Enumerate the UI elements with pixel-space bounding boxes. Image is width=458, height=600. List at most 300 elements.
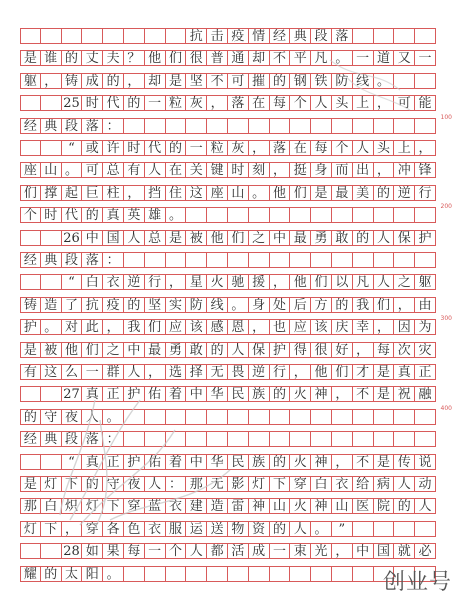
grid-cell: 星 [186, 274, 207, 290]
grid-cell [186, 431, 207, 447]
grid-row [20, 73, 436, 89]
grid-cell: 穿 [124, 498, 145, 514]
grid-cell: 佑 [145, 454, 166, 470]
grid-cell: 典 [41, 431, 62, 447]
grid-cell: 他 [290, 274, 311, 290]
grid-cell: 援 [249, 274, 270, 290]
grid-cell: 着 [166, 454, 187, 470]
grid-cell: 在 [249, 95, 270, 111]
grid-cell: 中 [186, 386, 207, 402]
grid-cell [41, 543, 62, 559]
grid-cell: 实 [166, 297, 187, 313]
grid-cell: 冲 [394, 162, 415, 178]
grid-cell: 而 [332, 162, 353, 178]
grid-cell: 他 [311, 364, 332, 380]
grid-cell: 躯 [20, 73, 41, 89]
grid-cell: 山 [228, 185, 249, 201]
grid-cell: 下 [270, 476, 291, 492]
grid-cell: 却 [249, 50, 270, 66]
word-count-marker: 400 [440, 404, 452, 412]
grid-cell: 才 [353, 364, 374, 380]
grid-cell [290, 207, 311, 223]
grid-cell: 正 [103, 386, 124, 402]
grid-cell: 国 [103, 230, 124, 246]
grid-cell: 人 [145, 476, 166, 492]
grid-cell: 人 [228, 342, 249, 358]
grid-cell: 无 [207, 364, 228, 380]
grid-cell: 。 [374, 73, 395, 89]
grid-cell: 。 [166, 207, 187, 223]
grid-cell: 。 [228, 297, 249, 313]
grid-cell [353, 431, 374, 447]
grid-cell [374, 252, 395, 268]
grid-cell [145, 409, 166, 425]
grid-cell: 华 [207, 454, 228, 470]
grid-cell: 佑 [145, 386, 166, 402]
grid-cell [415, 28, 436, 44]
grid-cell: 个 [290, 95, 311, 111]
grid-cell: 山 [332, 498, 353, 514]
grid-cell [394, 118, 415, 134]
grid-cell [415, 207, 436, 223]
grid-cell: 庆 [332, 319, 353, 335]
grid-cell: 。 [103, 409, 124, 425]
grid-cell [311, 118, 332, 134]
grid-cell: 束 [290, 543, 311, 559]
grid-cell: 山 [270, 498, 291, 514]
grid-cell: 落 [82, 252, 103, 268]
grid-cell [311, 207, 332, 223]
grid-cell: ， [332, 543, 353, 559]
grid-cell [124, 28, 145, 44]
grid-cell: 每 [124, 543, 145, 559]
grid-cell [207, 409, 228, 425]
grid-cell: ， [249, 319, 270, 335]
grid-cell: ， [103, 319, 124, 335]
grid-cell: 灯 [249, 476, 270, 492]
grid-cell: 们 [20, 185, 41, 201]
grid-cell: 灰 [228, 140, 249, 156]
grid-row [20, 476, 436, 492]
grid-cell: 人 [353, 140, 374, 156]
grid-cell: 26 [62, 230, 83, 246]
grid-row [20, 297, 436, 313]
grid-cell: 民 [228, 454, 249, 470]
grid-cell [394, 431, 415, 447]
grid-cell: 丈 [82, 50, 103, 66]
grid-cell: 这 [186, 185, 207, 201]
grid-cell: 我 [124, 319, 145, 335]
grid-cell [145, 252, 166, 268]
grid-cell [228, 431, 249, 447]
grid-cell: ， [62, 521, 83, 537]
grid-cell: 阳 [82, 566, 103, 582]
grid-cell: 正 [103, 454, 124, 470]
grid-cell: 衣 [166, 498, 187, 514]
grid-cell: 一 [270, 543, 291, 559]
grid-cell: 被 [41, 342, 62, 358]
grid-cell [41, 454, 62, 470]
grid-cell: 人 [290, 521, 311, 537]
grid-cell [290, 431, 311, 447]
grid-cell: 通 [228, 50, 249, 66]
grid-cell: ， [394, 297, 415, 313]
grid-cell: 之 [394, 274, 415, 290]
grid-row [20, 431, 436, 447]
grid-cell: 英 [124, 207, 145, 223]
grid-cell: 的 [270, 454, 291, 470]
grid-cell: 25 [62, 95, 83, 111]
grid-cell: ， [332, 454, 353, 470]
grid-row [20, 364, 436, 380]
grid-row [20, 409, 436, 425]
grid-cell [124, 252, 145, 268]
grid-cell: 中 [124, 342, 145, 358]
grid-cell: ， [249, 140, 270, 156]
grid-cell [415, 431, 436, 447]
grid-cell: 之 [249, 230, 270, 246]
grid-cell: 次 [394, 342, 415, 358]
grid-cell: 凡 [353, 274, 374, 290]
grid-cell: 祝 [394, 386, 415, 402]
grid-cell: 行 [415, 185, 436, 201]
grid-cell: 之 [103, 342, 124, 358]
grid-cell: 中 [82, 230, 103, 246]
grid-cell [207, 207, 228, 223]
grid-cell [228, 207, 249, 223]
grid-cell: 。 [103, 566, 124, 582]
composition-sheet [20, 28, 436, 588]
grid-cell [353, 207, 374, 223]
grid-cell: 国 [374, 543, 395, 559]
grid-cell: 是 [20, 50, 41, 66]
grid-cell: 感 [207, 319, 228, 335]
grid-cell: 个 [332, 140, 353, 156]
grid-cell: 选 [166, 364, 187, 380]
grid-cell [415, 118, 436, 134]
grid-cell: 由 [415, 297, 436, 313]
grid-cell [41, 140, 62, 156]
grid-cell: 神 [311, 498, 332, 514]
grid-cell [353, 28, 374, 44]
grid-cell [374, 207, 395, 223]
grid-cell: ， [415, 140, 436, 156]
grid-cell: 又 [394, 50, 415, 66]
grid-cell: 行 [270, 364, 291, 380]
grid-cell: 坚 [186, 73, 207, 89]
grid-row [20, 521, 436, 537]
grid-row [20, 566, 436, 582]
grid-cell [145, 431, 166, 447]
grid-cell: 人 [374, 230, 395, 246]
grid-row [20, 207, 436, 223]
grid-row [20, 319, 436, 335]
grid-cell: 灯 [41, 476, 62, 492]
grid-cell: 人 [186, 543, 207, 559]
grid-cell: 护 [415, 230, 436, 246]
grid-cell: 每 [270, 95, 291, 111]
grid-cell: 。 [62, 162, 83, 178]
grid-cell: 那 [186, 476, 207, 492]
grid-cell [166, 252, 187, 268]
grid-cell: 座 [207, 185, 228, 201]
grid-cell: 炽 [62, 498, 83, 514]
grid-cell: 躯 [415, 274, 436, 290]
grid-cell: 段 [62, 118, 83, 134]
grid-cell: 中 [270, 230, 291, 246]
grid-cell [374, 409, 395, 425]
grid-cell: 段 [62, 431, 83, 447]
grid-cell [41, 274, 62, 290]
grid-cell [41, 230, 62, 246]
grid-cell [249, 409, 270, 425]
grid-cell: 雄 [145, 207, 166, 223]
grid-cell: 中 [186, 454, 207, 470]
grid-cell: 。 [249, 185, 270, 201]
grid-cell [374, 28, 395, 44]
grid-cell [270, 566, 291, 582]
grid-cell: 段 [62, 252, 83, 268]
grid-cell: 个 [20, 207, 41, 223]
grid-cell: 有 [20, 364, 41, 380]
grid-cell: 能 [415, 95, 436, 111]
grid-row [20, 230, 436, 246]
grid-cell: 是 [374, 454, 395, 470]
grid-cell: 一 [353, 50, 374, 66]
grid-cell: 人 [124, 230, 145, 246]
grid-cell: 守 [103, 476, 124, 492]
grid-cell: 身 [249, 297, 270, 313]
grid-cell: 群 [103, 364, 124, 380]
grid-cell: 下 [41, 521, 62, 537]
grid-row [20, 28, 436, 44]
grid-cell: 们 [290, 185, 311, 201]
grid-cell: 都 [207, 543, 228, 559]
grid-cell: 时 [82, 95, 103, 111]
grid-cell: 白 [41, 498, 62, 514]
grid-cell: 。 [311, 521, 332, 537]
grid-cell: 击 [207, 28, 228, 44]
grid-cell: 的 [270, 386, 291, 402]
grid-cell: 对 [62, 319, 83, 335]
grid-cell: 的 [124, 297, 145, 313]
grid-cell [311, 252, 332, 268]
grid-cell: 总 [103, 162, 124, 178]
grid-cell: 上 [394, 140, 415, 156]
grid-cell: 建 [186, 498, 207, 514]
grid-cell [20, 230, 41, 246]
grid-cell: 经 [20, 431, 41, 447]
grid-cell: ， [332, 386, 353, 402]
grid-cell: 色 [124, 521, 145, 537]
grid-cell: 勇 [166, 342, 187, 358]
grid-cell: ？ [124, 50, 145, 66]
grid-cell: 守 [41, 409, 62, 425]
grid-cell: 人 [415, 498, 436, 514]
grid-cell [20, 28, 41, 44]
grid-cell: 衣 [145, 521, 166, 537]
grid-cell: ： [103, 431, 124, 447]
grid-cell: 也 [270, 319, 291, 335]
grid-cell [249, 431, 270, 447]
grid-cell [394, 521, 415, 537]
grid-cell [124, 409, 145, 425]
grid-cell: 最 [332, 185, 353, 201]
grid-cell: 么 [62, 364, 83, 380]
grid-cell: 如 [82, 543, 103, 559]
grid-cell: 蓝 [145, 498, 166, 514]
grid-cell: 雷 [228, 498, 249, 514]
grid-cell: ， [145, 364, 166, 380]
grid-cell: 巨 [82, 185, 103, 201]
grid-cell: 落 [82, 431, 103, 447]
grid-cell [270, 118, 291, 134]
grid-cell: 被 [186, 230, 207, 246]
grid-cell [290, 409, 311, 425]
grid-cell: 成 [82, 73, 103, 89]
grid-cell: ” [332, 521, 353, 537]
grid-cell: 护 [124, 454, 145, 470]
grid-cell [228, 566, 249, 582]
grid-cell: 应 [166, 319, 187, 335]
grid-cell: 在 [290, 140, 311, 156]
grid-cell: 运 [186, 521, 207, 537]
grid-cell: 线 [353, 73, 374, 89]
grid-cell [332, 431, 353, 447]
grid-cell: 火 [290, 498, 311, 514]
grid-cell [332, 252, 353, 268]
grid-cell: 物 [228, 521, 249, 537]
grid-cell [311, 409, 332, 425]
grid-cell [270, 252, 291, 268]
grid-cell: 键 [207, 162, 228, 178]
grid-cell: 抗 [186, 28, 207, 44]
grid-cell: 应 [290, 319, 311, 335]
grid-cell: 人 [311, 95, 332, 111]
grid-cell: 时 [228, 162, 249, 178]
grid-cell: 着 [166, 386, 187, 402]
grid-cell [186, 118, 207, 134]
grid-cell [145, 28, 166, 44]
grid-cell: 护 [20, 319, 41, 335]
grid-cell: 座 [20, 162, 41, 178]
grid-cell: 保 [394, 230, 415, 246]
grid-cell: 神 [311, 386, 332, 402]
grid-cell [207, 118, 228, 134]
grid-cell: 铁 [311, 73, 332, 89]
grid-cell: ， [353, 342, 374, 358]
grid-cell [311, 431, 332, 447]
grid-cell: 每 [311, 140, 332, 156]
grid-cell: 一 [145, 95, 166, 111]
grid-cell: 该 [186, 319, 207, 335]
grid-cell: 人 [124, 364, 145, 380]
grid-cell [249, 207, 270, 223]
grid-cell: 的 [82, 207, 103, 223]
grid-cell: 该 [311, 319, 332, 335]
grid-cell: 们 [228, 230, 249, 246]
grid-cell: 灯 [82, 498, 103, 514]
grid-cell: 是 [374, 364, 395, 380]
grid-cell [41, 386, 62, 402]
grid-cell: 因 [394, 319, 415, 335]
grid-cell: 不 [353, 454, 374, 470]
grid-cell: 的 [166, 140, 187, 156]
grid-cell: 驰 [228, 274, 249, 290]
grid-cell [415, 521, 436, 537]
grid-cell: “ [62, 274, 83, 290]
grid-cell [145, 566, 166, 582]
grid-cell: 资 [249, 521, 270, 537]
grid-row [20, 95, 436, 111]
grid-cell: 灾 [415, 342, 436, 358]
grid-cell: 抗 [82, 297, 103, 313]
grid-cell [332, 207, 353, 223]
grid-cell [353, 252, 374, 268]
grid-cell: 出 [353, 162, 374, 178]
grid-cell [374, 431, 395, 447]
grid-cell: 这 [41, 364, 62, 380]
grid-cell [290, 252, 311, 268]
grid-cell: 护 [270, 342, 291, 358]
grid-cell [415, 409, 436, 425]
word-count-marker: 100 [440, 113, 452, 121]
grid-cell [394, 73, 415, 89]
grid-cell: 经 [20, 118, 41, 134]
grid-cell: 动 [415, 476, 436, 492]
grid-cell [186, 252, 207, 268]
grid-cell [353, 409, 374, 425]
grid-cell: 白 [311, 476, 332, 492]
grid-cell: 是 [20, 476, 41, 492]
grid-cell: 真 [82, 454, 103, 470]
grid-cell: 光 [311, 543, 332, 559]
grid-cell: 们 [311, 274, 332, 290]
grid-cell: 此 [82, 319, 103, 335]
grid-cell: ， [124, 73, 145, 89]
grid-cell: 代 [145, 140, 166, 156]
grid-cell: ， [166, 274, 187, 290]
grid-cell: 平 [290, 50, 311, 66]
grid-cell: 可 [228, 73, 249, 89]
grid-cell: 恩 [228, 319, 249, 335]
grid-cell [20, 95, 41, 111]
grid-cell: 许 [103, 140, 124, 156]
grid-cell [186, 207, 207, 223]
grid-cell: 锋 [415, 162, 436, 178]
grid-cell [41, 28, 62, 44]
grid-cell: 的 [103, 73, 124, 89]
grid-cell: 们 [374, 297, 395, 313]
grid-cell: 一 [186, 140, 207, 156]
grid-cell: 真 [394, 364, 415, 380]
grid-row [20, 162, 436, 178]
grid-cell: 不 [270, 50, 291, 66]
grid-cell: 就 [394, 543, 415, 559]
grid-cell: 各 [103, 521, 124, 537]
grid-cell [270, 409, 291, 425]
grid-cell: ， [270, 274, 291, 290]
grid-cell [207, 431, 228, 447]
grid-cell: 时 [41, 207, 62, 223]
grid-cell: 关 [186, 162, 207, 178]
grid-cell: 以 [332, 274, 353, 290]
grid-cell: 耀 [20, 566, 41, 582]
grid-cell: ： [166, 476, 187, 492]
grid-cell: 是 [166, 230, 187, 246]
grid-cell: 的 [374, 185, 395, 201]
grid-cell: 山 [41, 162, 62, 178]
